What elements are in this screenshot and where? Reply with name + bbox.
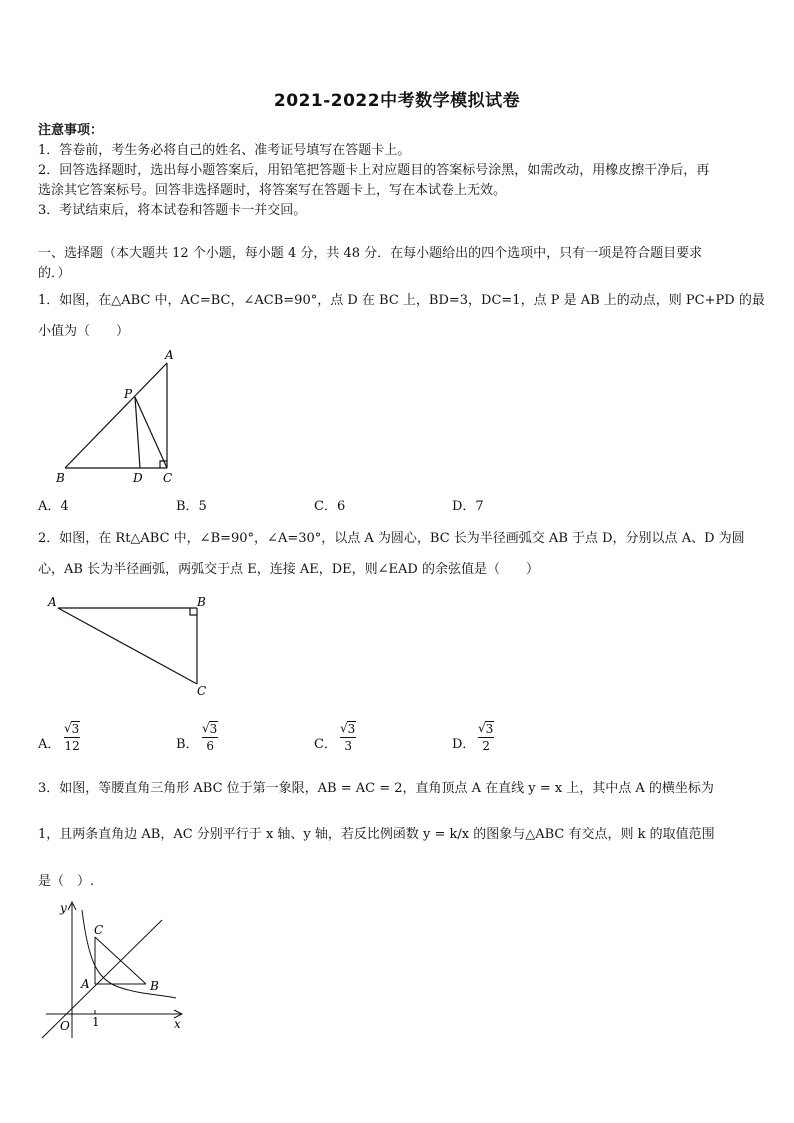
q2-option-d-radicand: 3 <box>485 722 494 736</box>
q1-option-b: B．5 <box>176 499 207 514</box>
q2-label-a: A <box>48 595 57 609</box>
q2-option-b-radicand: 3 <box>209 722 218 736</box>
q1-label-c: C <box>163 471 173 485</box>
q2-figure <box>44 592 224 702</box>
q2-option-c-label: C． <box>314 737 337 752</box>
q2-option-a-label: A． <box>38 737 61 752</box>
q1-label-p: P <box>124 387 133 401</box>
q1-option-a: A．4 <box>38 499 69 514</box>
q2-option-d-label: D． <box>452 737 476 752</box>
q2-option-d-denominator: 2 <box>482 739 490 753</box>
q2-option-b-label: B． <box>176 737 199 752</box>
q2-option-a-radicand: 3 <box>71 722 80 736</box>
q3-label-x: x <box>174 1017 181 1031</box>
q1-text-line1: 1．如图，在△ABC 中，AC=BC，∠ACB=90°，点 D 在 BC 上，BD=3，DC=1，点 P 是 AB 上的动点，则 PC+PD 的最 <box>38 293 765 308</box>
q3-figure <box>36 898 186 1040</box>
q1-label-b: B <box>56 471 65 485</box>
q2-option-b-value: √ 3 6 <box>202 721 218 753</box>
q3-text-line3: 是（ ）. <box>38 874 95 889</box>
q2-text-line2: 心，AB 长为半径画弧，两弧交于点 E，连接 AE，DE，则∠EAD 的余弦值是（ ） <box>38 562 539 577</box>
page-title: 2021-2022中考数学模拟试卷 <box>273 91 521 111</box>
q2-option-b-denominator: 6 <box>206 739 214 753</box>
notice-item-2: 2．回答选择题时，选出每小题答案后，用铅笔把答题卡上对应题目的答案标号涂黑，如需改动，用橡皮擦干净后，再 <box>38 163 710 178</box>
q3-label-c: C <box>94 923 104 937</box>
q1-text-line2: 小值为（ ） <box>38 324 130 339</box>
q2-option-c-radicand: 3 <box>347 722 356 736</box>
q3-label-a: A <box>81 977 90 991</box>
q3-label-y: y <box>60 901 67 915</box>
section-heading-cont: 的．） <box>38 266 71 281</box>
q2-label-c: C <box>197 684 207 698</box>
notice-item-1: 1．答卷前，考生务必将自己的姓名、准考证号填写在答题卡上。 <box>38 143 411 158</box>
notice-item-3: 3．考试结束后，将本试卷和答题卡一并交回。 <box>38 203 307 218</box>
q3-label-o: O <box>60 1019 70 1033</box>
q3-label-b: B <box>150 979 159 993</box>
q3-label-one: 1 <box>92 1015 100 1029</box>
notice-item-2-cont: 选涂其它答案标号。回答非选择题时，将答案写在答题卡上，写在本试卷上无效。 <box>38 183 507 198</box>
q3-text-line2: 1，且两条直角边 AB，AC 分别平行于 x 轴、y 轴，若反比例函数 y = k/x 的图象与△ABC 有交点，则 k 的取值范围 <box>38 827 715 842</box>
q2-option-c-value: √ 3 3 <box>340 721 356 753</box>
q2-option-a-value: √ 3 12 <box>64 721 80 753</box>
notice-heading: 注意事项： <box>38 123 104 138</box>
q2-option-d-value: √ 3 2 <box>478 721 494 753</box>
section-heading: 一、选择题（本大题共 12 个小题，每小题 4 分，共 48 分．在每小题给出的四个选项中，只有一项是符合题目要求 <box>38 246 703 261</box>
q2-option-a-denominator: 12 <box>64 739 80 753</box>
q1-figure <box>50 346 190 486</box>
q3-text-line1: 3．如图，等腰直角三角形 ABC 位于第一象限，AB = AC = 2，直角顶点 A 在直线 y = x 上，其中点 A 的横坐标为 <box>38 781 714 796</box>
q2-text-line1: 2．如图，在 Rt△ABC 中，∠B=90°，∠A=30°，以点 A 为圆心，BC 长为半径画弧交 AB 于点 D，分别以点 A、D 为圆 <box>38 531 745 546</box>
q2-label-b: B <box>197 595 206 609</box>
q1-option-d: D．7 <box>452 499 484 514</box>
q1-option-c: C．6 <box>314 499 346 514</box>
q2-option-c-denominator: 3 <box>344 739 352 753</box>
q1-label-a: A <box>165 348 174 362</box>
q1-label-d: D <box>133 471 143 485</box>
